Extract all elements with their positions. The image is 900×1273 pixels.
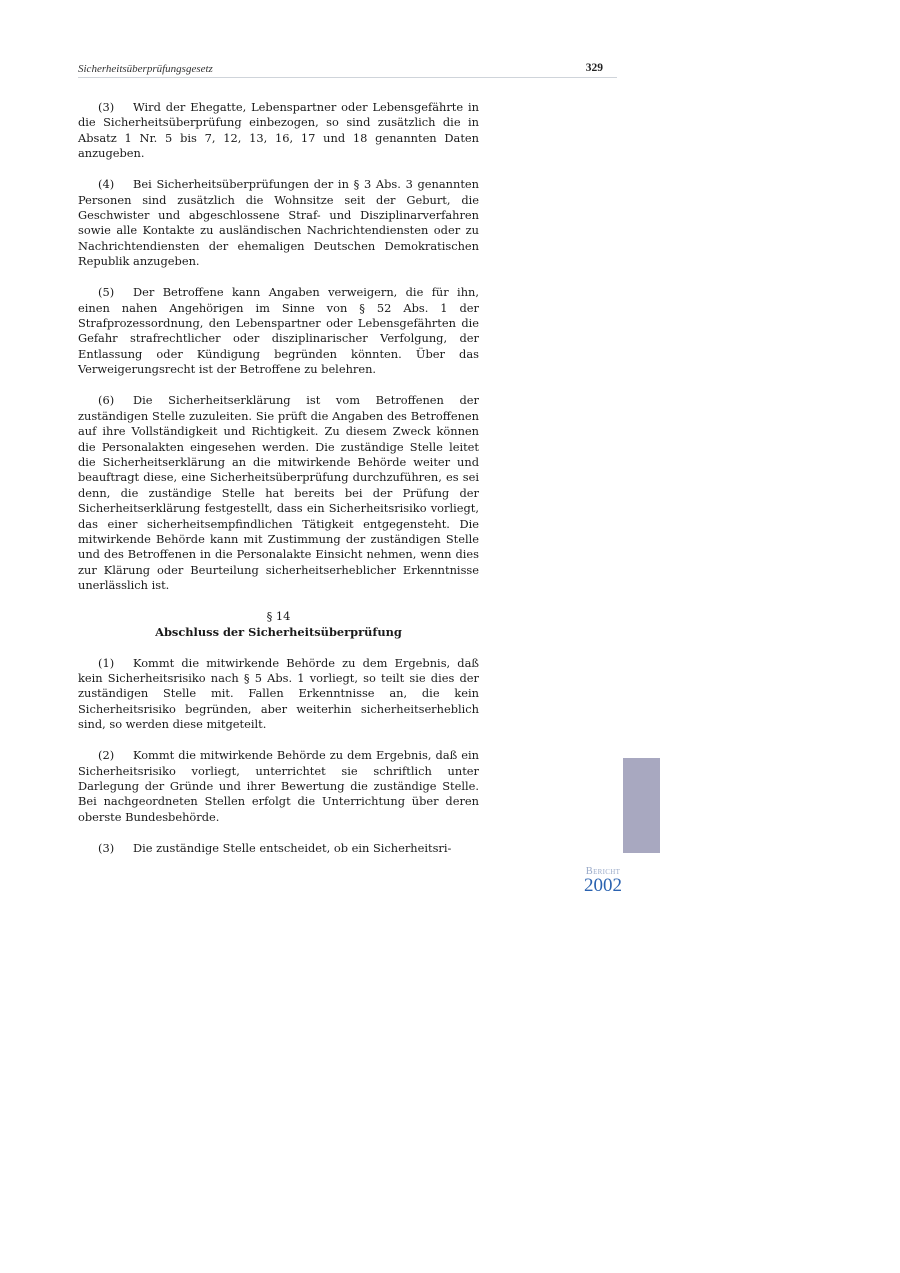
running-header (78, 63, 617, 78)
paragraph-number: (6) (98, 393, 115, 408)
section-heading (78, 609, 479, 640)
paragraph-text: Der Betroffene kann Angaben verweigern, die für ihn, einen nahen Angehörigen im Sinne von § 52 Abs. 1 der Strafprozessordnung, den Lebenspartner oder Lebensgefährten die Gefahr strafrechtlicher oder disziplinarischer Verfolgung, der Entlassung oder Kündigung begründen könnten. Über das Verweigerungsrecht ist der Betroffene zu belehren. (78, 285, 479, 377)
paragraph-3 (78, 100, 479, 162)
paragraph-number: (3) (98, 100, 115, 114)
section-number: § 14 (266, 609, 291, 624)
running-title: Sicherheitsüberprüfungsgesetz (78, 63, 213, 75)
paragraph-number: (2) (98, 748, 115, 763)
paragraph-4 (78, 177, 479, 269)
body-text (78, 100, 479, 872)
paragraph-5 (78, 285, 479, 377)
side-color-bar (623, 758, 660, 853)
paragraph-number: (1) (98, 655, 115, 670)
paragraph-number: (4) (98, 177, 115, 192)
paragraph-6 (78, 393, 479, 593)
paragraph-number: (5) (98, 285, 115, 300)
paragraph-14-3 (78, 841, 479, 856)
paragraph-14-2 (78, 748, 479, 825)
paragraph-text: Kommt die mitwirkende Behörde zu dem Ergebnis, daß kein Sicherheitsrisiko nach § 5 Abs. 1 vorliegt, so teilt sie dies der zuständigen Stelle mit. Fallen Erkenntnisse an, die kein Sicherheitsrisiko begründen, aber weiterhin sicherheitserheblich sind, so werden diese mitgeteilt. (78, 655, 479, 732)
report-year-badge (578, 866, 628, 895)
badge-year: 2002 (584, 875, 622, 896)
section-title: Abschluss der Sicherheitsüberprüfung (155, 624, 402, 639)
paragraph-text: Bei Sicherheitsüberprüfungen der in § 3 Abs. 3 genannten Personen sind zusätzlich die Wohnsitze seit der Geburt, die Geschwister und abgeschlossene Straf- und Disziplinarverfahren sowie alle Kontakte zu ausländischen Nachrichtendiensten oder zu Nachrichtendiensten der ehemaligen Deutschen Demokratischen Republik anzugeben. (78, 177, 479, 269)
paragraph-text: Kommt die mitwirkende Behörde zu dem Ergebnis, daß ein Sicherheitsrisiko vorliegt, unterrichtet sie schriftlich unter Darlegung der Gründe und ihrer Bewertung die zuständige Stelle. Bei nachgeordneten Stellen erfolgt die Unterrichtung über deren oberste Bundesbehörde. (78, 748, 479, 824)
paragraph-number: (3) (98, 840, 115, 855)
page-number: 329 (585, 62, 603, 74)
paragraph-14-1 (78, 656, 479, 733)
paragraph-text: Die Sicherheitserklärung ist vom Betroffenen der zuständigen Stelle zuzuleiten. Sie prüft die Angaben des Betroffenen auf ihre Vollständigkeit und Richtigkeit. Zu diesem Zweck können die Personalakten eingesehen werden. Die zuständige Stelle leitet die Sicherheitserklärung an die mitwirkende Behörde weiter und beauftragt diese, eine Sicherheitsüberprüfung durchzuführen, es sei denn, die zuständige Stelle hat bereits bei der Prüfung der Sicherheitserklärung festgestellt, dass ein Sicherheitsrisiko vorliegt, das einer sicherheitsempfindlichen Tätigkeit entgegensteht. Die mitwirkende Behörde kann mit Zustimmung der zuständigen Stelle und des Betroffenen in die Personalakte Einsicht nehmen, wenn dies zur Klärung oder Beurteilung sicherheitserheblicher Erkenntnisse unerlässlich ist. (78, 393, 479, 593)
paragraph-text: Die zuständige Stelle entscheidet, ob ein Sicherheitsri- (133, 840, 452, 855)
badge-label: Bericht (585, 866, 621, 877)
paragraph-text: Wird der Ehegatte, Lebenspartner oder Lebensgefährte in die Sicherheitsüberprüfung einbezogen, so sind zusätzlich die in Absatz 1 Nr. 5 bis 7, 12, 13, 16, 17 und 18 genannten Daten anzugeben. (78, 100, 479, 161)
